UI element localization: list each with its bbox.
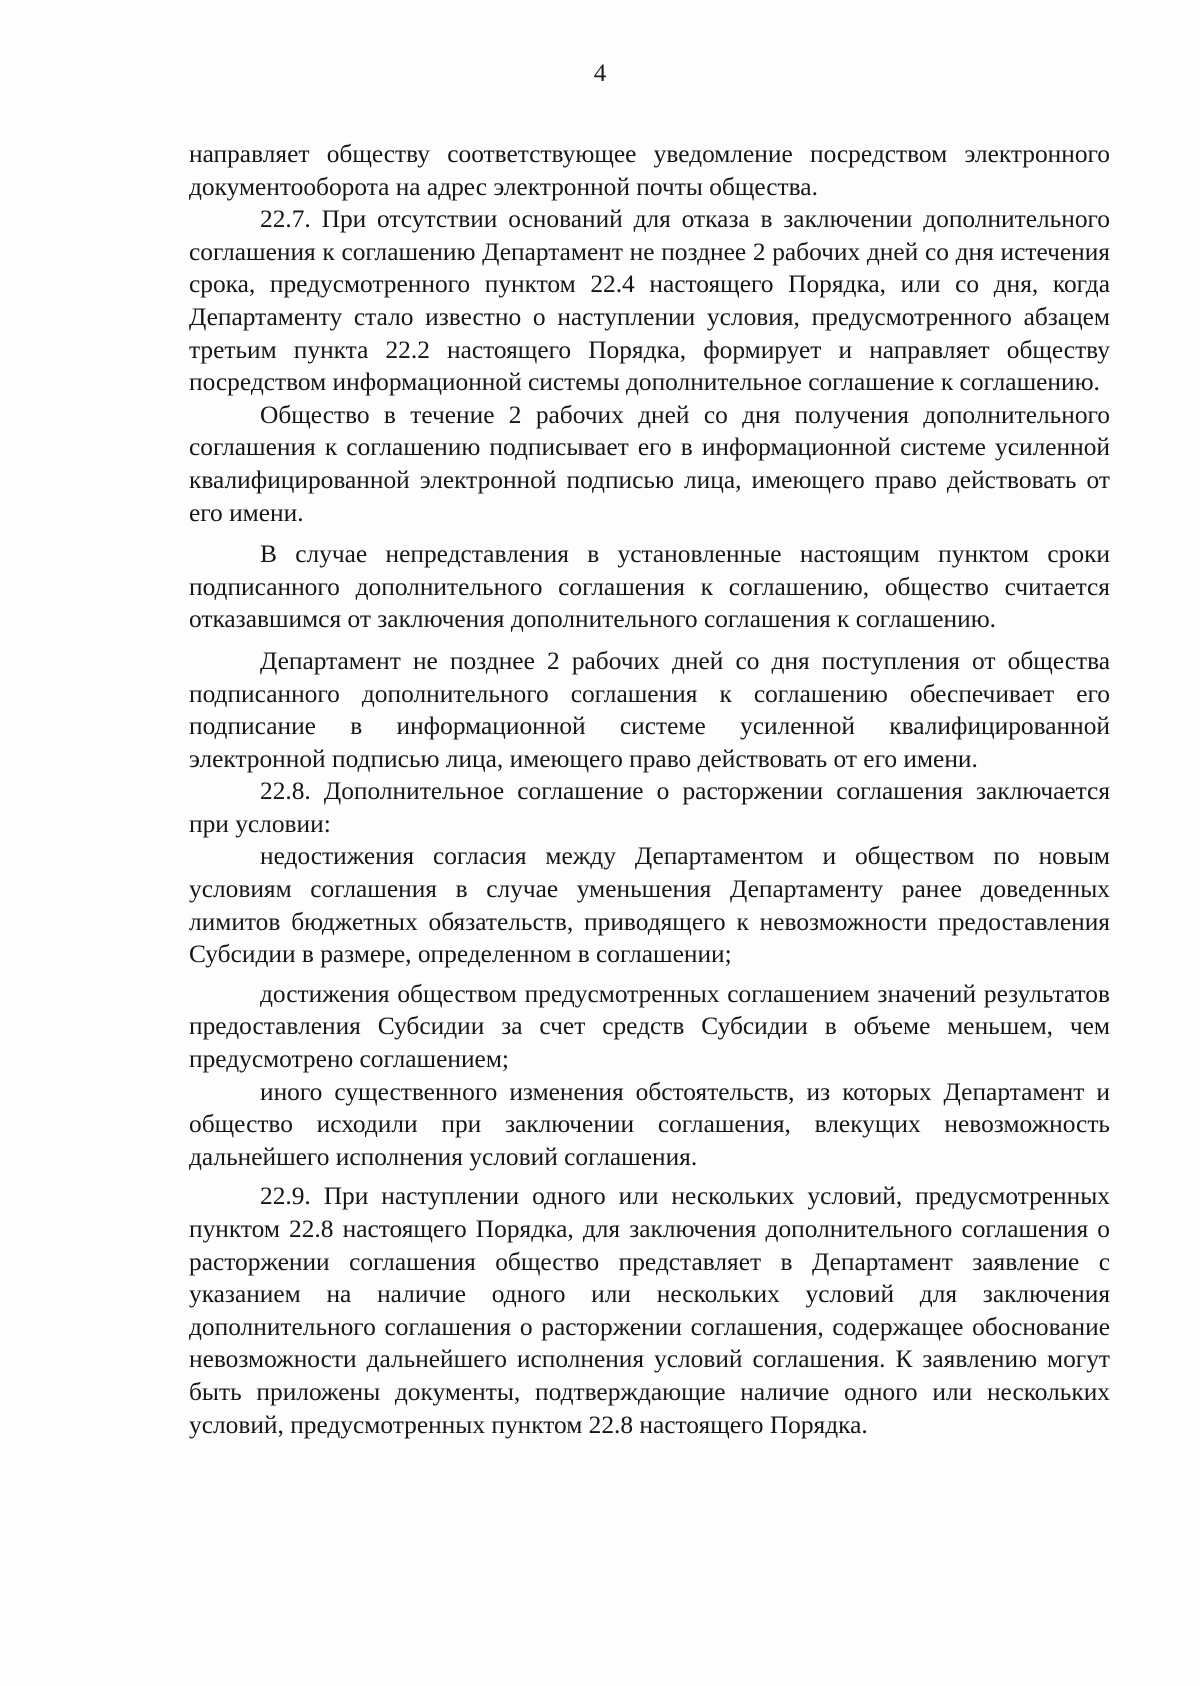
paragraph: В случае непредставления в установленные настоящим пунктом сроки подписанного дополнительного соглашения к соглашению, общество считается отказавшимся от заключения дополнительного соглашения к соглашению. <box>189 540 1110 634</box>
paragraph: Общество в течение 2 рабочих дней со дня получения дополнительного соглашения к соглашению подписывает его в информационной системе усиленной квалифицированной электронной подписью лица, имеющего право действовать от его имени. <box>189 400 1110 527</box>
paragraph: достижения обществом предусмотренных соглашением значений результатов предоставления Субсидии за счет средств Субсидии в объеме меньшем, чем предусмотрено соглашением; <box>189 979 1110 1074</box>
paragraph: Департамент не позднее 2 рабочих дней со дня поступления от общества подписанного дополнительного соглашения к соглашению обеспечивает его подписание в информационной системе усиленной квалифицированной электронной подписью лица, имеющего право действовать от его имени. <box>189 646 1110 773</box>
paragraph: недостижения согласия между Департаментом и обществом по новым условиям соглашения в случае уменьшения Департаменту ранее доведенных лимитов бюджетных обязательств, приводящего к невозможности предоставления Субсидии в размере, определенном в соглашении; <box>189 842 1110 969</box>
paragraph: иного существенного изменения обстоятельств, из которых Департамент и общество исходили при заключении соглашения, влекущих невозможность дальнейшего исполнения условий соглашения. <box>189 1077 1110 1171</box>
paragraph-22-7: 22.7. При отсутствии оснований для отказа в заключении дополнительного соглашения к соглашению Департамент не позднее 2 рабочих дней со дня истечения срока, предусмотренного пунктом 22.4 настоящего Порядка, или со дня, когда Департаменту стало известно о наступлении условия, предусмотренного абзацем третьим пункта 22.2 настоящего Порядка, формирует и направляет обществу посредством информационной системы дополнительное соглашение к соглашению. <box>189 205 1110 397</box>
paragraph-22-9: 22.9. При наступлении одного или нескольких условий, предусмотренных пунктом 22.8 настоящего Порядка, для заключения дополнительного соглашения о расторжении соглашения общество представляет в Департамент заявление с указанием на наличие одного или нескольких условий для заключения дополнительного соглашения о расторжении соглашения, содержащее обоснование невозможности дальнейшего исполнения условий соглашения. К заявлению могут быть приложены документы, подтверждающие наличие одного или нескольких условий, предусмотренных пунктом 22.8 настоящего Порядка. <box>189 1182 1110 1439</box>
paragraph-22-8: 22.8. Дополнительное соглашение о расторжении соглашения заключается при условии: <box>189 777 1110 838</box>
paragraph: направляет обществу соответствующее уведомление посредством электронного документооборота на адрес электронной почты общества. <box>189 140 1110 201</box>
page-number: 4 <box>593 60 607 87</box>
document-body <box>189 138 1110 1441</box>
